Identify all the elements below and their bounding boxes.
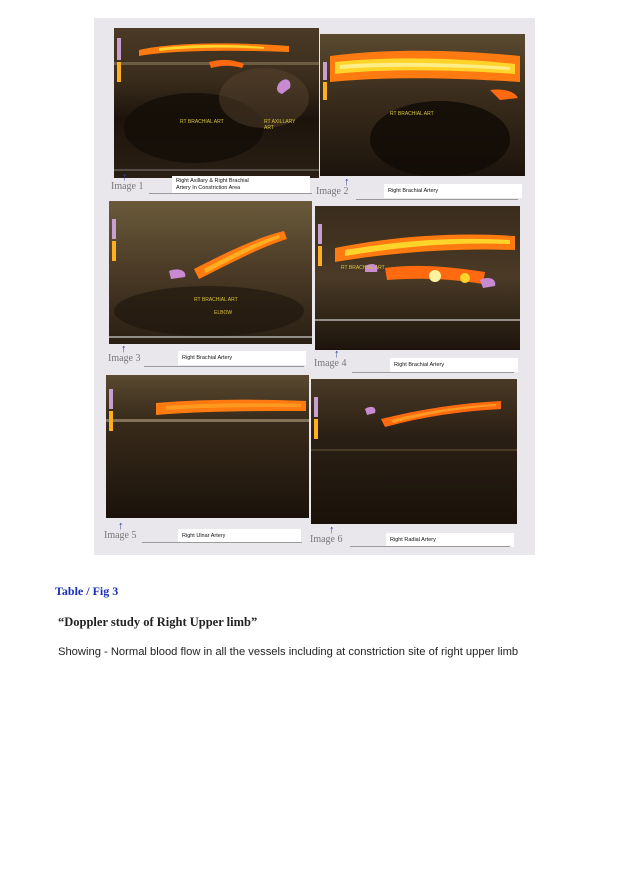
ultrasound-image-4 [315,206,520,350]
overlay-label-2a: RT BRACHIAL ART [390,111,434,117]
image-label-4: Image 4 [314,358,347,369]
doppler-figure-sheet [94,18,535,555]
caption-underline [352,372,514,373]
overlay-label-3b: ELBOW [214,310,233,316]
image-label-3: Image 3 [108,353,141,364]
caption-underline [356,199,518,200]
doppler-scan-4 [315,206,520,350]
overlay-label-1a: RT BRACHIAL ART [180,119,224,125]
arrow-icon: ↑ [334,348,340,360]
ultrasound-image-5 [106,375,309,518]
figure-heading: Table / Fig 3 [55,584,119,598]
arrow-icon: ↑ [329,524,335,536]
overlay-label-1b: RT AXILLARY ART [264,119,296,131]
figure-description: Showing - Normal blood flow in all the vessels including at constriction site of right upper limb [58,646,519,658]
image-label-1: Image 1 [111,181,144,192]
caption-underline [149,193,312,194]
image-label-5: Image 5 [104,530,137,541]
doppler-scan-3 [109,201,312,344]
figure-title: “Doppler study of Right Upper limb” [58,615,258,629]
caption-underline [142,542,302,543]
caption-underline [144,366,304,367]
ultrasound-image-2 [320,34,525,176]
arrow-icon: ↑ [122,171,128,183]
doppler-scan-5 [106,375,309,518]
panel-caption-4: Right Brachial Artery [390,358,518,372]
caption-underline [350,546,510,547]
panel-caption-5: Right Ulnar Artery [178,529,301,543]
ultrasound-image-1 [114,28,319,178]
image-label-6: Image 6 [310,534,343,545]
ultrasound-image-6 [311,379,517,524]
doppler-scan-6 [311,379,517,524]
ultrasound-image-3 [109,201,312,344]
doppler-scan-2 [320,34,525,176]
panel-caption-3: Right Brachial Artery [178,351,306,365]
arrow-icon: ↑ [121,343,127,355]
overlay-label-4a: RT BRACHIAL ART [341,265,385,271]
arrow-icon: ↑ [344,176,350,188]
image-label-2: Image 2 [316,186,349,197]
overlay-label-3a: RT BRACHIAL ART [194,297,238,303]
panel-caption-2: Right Brachial Artery [384,184,522,198]
panel-caption-1: Right Axillary & Right Brachial Artery In Constriction Area [172,176,310,194]
panel-caption-6: Right Radial Artery [386,533,514,547]
doppler-scan-1 [114,28,319,178]
arrow-icon: ↑ [118,520,124,532]
